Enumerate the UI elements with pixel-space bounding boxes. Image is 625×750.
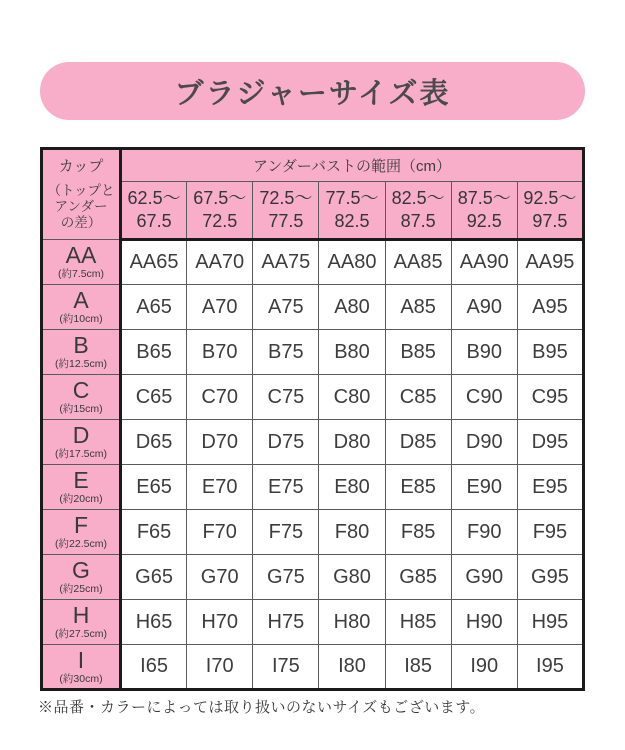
table-row bbox=[42, 420, 584, 465]
size-cell: H80 bbox=[319, 600, 385, 645]
range-top: 67.5～ bbox=[193, 187, 247, 208]
size-cell: I95 bbox=[517, 645, 583, 690]
size-cell: A70 bbox=[187, 285, 253, 330]
size-cell: AA65 bbox=[121, 240, 187, 285]
range-bottom: 92.5 bbox=[466, 211, 502, 231]
header-row-ranges bbox=[42, 182, 584, 240]
size-cell: F80 bbox=[319, 510, 385, 555]
size-cell: E95 bbox=[517, 465, 583, 510]
size-table-body bbox=[42, 240, 584, 690]
size-cell: F65 bbox=[121, 510, 187, 555]
underbust-range-cell bbox=[253, 182, 319, 240]
table-row bbox=[42, 645, 584, 690]
cup-diff: (約15cm) bbox=[59, 403, 103, 416]
size-cell: G80 bbox=[319, 555, 385, 600]
range-top: 87.5～ bbox=[457, 187, 511, 208]
size-cell: I80 bbox=[319, 645, 385, 690]
size-cell: AA90 bbox=[451, 240, 517, 285]
size-cell: H75 bbox=[253, 600, 319, 645]
size-cell: D80 bbox=[319, 420, 385, 465]
underbust-range-cell bbox=[121, 182, 187, 240]
size-cell: G70 bbox=[187, 555, 253, 600]
cup-letter: B bbox=[73, 332, 89, 359]
range-top: 72.5～ bbox=[259, 187, 313, 208]
cup-diff: (約20cm) bbox=[59, 493, 103, 506]
cup-label-cell bbox=[42, 375, 121, 420]
size-cell: A75 bbox=[253, 285, 319, 330]
range-top: 77.5～ bbox=[325, 187, 379, 208]
cup-label-cell bbox=[42, 420, 121, 465]
size-cell: C80 bbox=[319, 375, 385, 420]
underbust-range-cell bbox=[385, 182, 451, 240]
size-cell: AA70 bbox=[187, 240, 253, 285]
table-row bbox=[42, 285, 584, 330]
size-cell: D65 bbox=[121, 420, 187, 465]
size-cell: H70 bbox=[187, 600, 253, 645]
size-cell: B75 bbox=[253, 330, 319, 375]
bra-size-table bbox=[40, 147, 585, 691]
header-row-underbust bbox=[42, 149, 584, 182]
size-cell: B65 bbox=[121, 330, 187, 375]
size-cell: A85 bbox=[385, 285, 451, 330]
cup-diff: (約10cm) bbox=[59, 313, 103, 326]
cup-diff: (約17.5cm) bbox=[55, 448, 107, 461]
size-cell: B85 bbox=[385, 330, 451, 375]
cup-letter: G bbox=[72, 557, 90, 584]
cup-label-cell bbox=[42, 645, 121, 690]
size-cell: AA75 bbox=[253, 240, 319, 285]
corner-cell-cup bbox=[42, 149, 121, 240]
underbust-range-cell bbox=[517, 182, 583, 240]
footnote: ※品番・カラーによっては取り扱いのないサイズもございます。 bbox=[38, 699, 486, 716]
cup-letter: H bbox=[72, 602, 90, 629]
size-cell: D75 bbox=[253, 420, 319, 465]
size-cell: B80 bbox=[319, 330, 385, 375]
size-cell: E65 bbox=[121, 465, 187, 510]
size-cell: F75 bbox=[253, 510, 319, 555]
range-bottom: 82.5 bbox=[334, 211, 370, 231]
cup-diff: (約7.5cm) bbox=[57, 268, 105, 281]
size-cell: I75 bbox=[253, 645, 319, 690]
size-cell: F90 bbox=[451, 510, 517, 555]
cup-label-cell bbox=[42, 465, 121, 510]
cup-label-cell bbox=[42, 600, 121, 645]
range-bottom: 97.5 bbox=[532, 211, 568, 231]
table-header bbox=[42, 149, 584, 240]
size-cell: F70 bbox=[187, 510, 253, 555]
cup-letter: I bbox=[77, 646, 85, 673]
cup-diff: (約27.5cm) bbox=[55, 628, 107, 641]
size-cell: B95 bbox=[517, 330, 583, 375]
cup-letter: AA bbox=[65, 242, 97, 269]
corner-cup-word: カップ bbox=[58, 157, 104, 175]
range-bottom: 87.5 bbox=[400, 211, 436, 231]
title-banner bbox=[40, 62, 585, 120]
size-cell: E90 bbox=[451, 465, 517, 510]
underbust-header-cell: アンダーバストの範囲（cm） bbox=[121, 149, 584, 182]
size-cell: D90 bbox=[451, 420, 517, 465]
size-cell: F85 bbox=[385, 510, 451, 555]
size-cell: E70 bbox=[187, 465, 253, 510]
cup-label-cell bbox=[42, 510, 121, 555]
cup-letter: F bbox=[73, 512, 89, 539]
cup-letter: A bbox=[73, 287, 89, 314]
size-cell: C70 bbox=[187, 375, 253, 420]
size-cell: A95 bbox=[517, 285, 583, 330]
size-cell: H85 bbox=[385, 600, 451, 645]
corner-diff-line: （トップと bbox=[47, 182, 115, 198]
table-row bbox=[42, 240, 584, 285]
table-row bbox=[42, 465, 584, 510]
size-cell: I65 bbox=[121, 645, 187, 690]
underbust-range-cell bbox=[187, 182, 253, 240]
size-cell: G85 bbox=[385, 555, 451, 600]
size-cell: C75 bbox=[253, 375, 319, 420]
size-cell: B70 bbox=[187, 330, 253, 375]
size-cell: E75 bbox=[253, 465, 319, 510]
size-cell: G75 bbox=[253, 555, 319, 600]
size-cell: D70 bbox=[187, 420, 253, 465]
page-title: ブラジャーサイズ表 bbox=[174, 77, 451, 110]
cup-letter: E bbox=[73, 467, 89, 494]
cup-diff: (約25cm) bbox=[59, 583, 103, 596]
underbust-range-cell bbox=[319, 182, 385, 240]
size-cell: D85 bbox=[385, 420, 451, 465]
size-cell: AA80 bbox=[319, 240, 385, 285]
size-cell: I90 bbox=[451, 645, 517, 690]
size-cell: AA85 bbox=[385, 240, 451, 285]
size-cell: E80 bbox=[319, 465, 385, 510]
cup-diff: (約30cm) bbox=[59, 672, 103, 685]
size-cell: C90 bbox=[451, 375, 517, 420]
size-cell: A90 bbox=[451, 285, 517, 330]
size-cell: B90 bbox=[451, 330, 517, 375]
size-cell: G95 bbox=[517, 555, 583, 600]
cup-diff: (約22.5cm) bbox=[55, 538, 107, 551]
size-cell: H95 bbox=[517, 600, 583, 645]
size-cell: H65 bbox=[121, 600, 187, 645]
range-top: 92.5～ bbox=[523, 187, 577, 208]
corner-diff-line: の差） bbox=[60, 215, 102, 231]
size-cell: D95 bbox=[517, 420, 583, 465]
cup-label-cell bbox=[42, 555, 121, 600]
range-bottom: 72.5 bbox=[202, 211, 238, 231]
size-cell: I70 bbox=[187, 645, 253, 690]
cup-label-cell bbox=[42, 285, 121, 330]
cup-label-cell bbox=[42, 240, 121, 285]
table-row bbox=[42, 555, 584, 600]
cup-letter: D bbox=[72, 422, 90, 449]
cup-letter: C bbox=[72, 377, 90, 404]
size-cell: E85 bbox=[385, 465, 451, 510]
size-cell: H90 bbox=[451, 600, 517, 645]
size-cell: A80 bbox=[319, 285, 385, 330]
range-bottom: 77.5 bbox=[268, 211, 304, 231]
size-cell: C95 bbox=[517, 375, 583, 420]
size-cell: F95 bbox=[517, 510, 583, 555]
size-cell: C85 bbox=[385, 375, 451, 420]
table-row bbox=[42, 330, 584, 375]
table-row bbox=[42, 600, 584, 645]
size-cell: C65 bbox=[121, 375, 187, 420]
corner-diff-line: アンダー bbox=[54, 198, 108, 214]
size-cell: G65 bbox=[121, 555, 187, 600]
size-cell: AA95 bbox=[517, 240, 583, 285]
table-row bbox=[42, 510, 584, 555]
size-cell: G90 bbox=[451, 555, 517, 600]
table-row bbox=[42, 375, 584, 420]
cup-label-cell bbox=[42, 330, 121, 375]
size-cell: A65 bbox=[121, 285, 187, 330]
cup-diff: (約12.5cm) bbox=[55, 358, 107, 371]
range-top: 62.5～ bbox=[127, 187, 181, 208]
underbust-range-cell bbox=[451, 182, 517, 240]
range-top: 82.5～ bbox=[391, 187, 445, 208]
range-bottom: 67.5 bbox=[136, 211, 172, 231]
size-cell: I85 bbox=[385, 645, 451, 690]
